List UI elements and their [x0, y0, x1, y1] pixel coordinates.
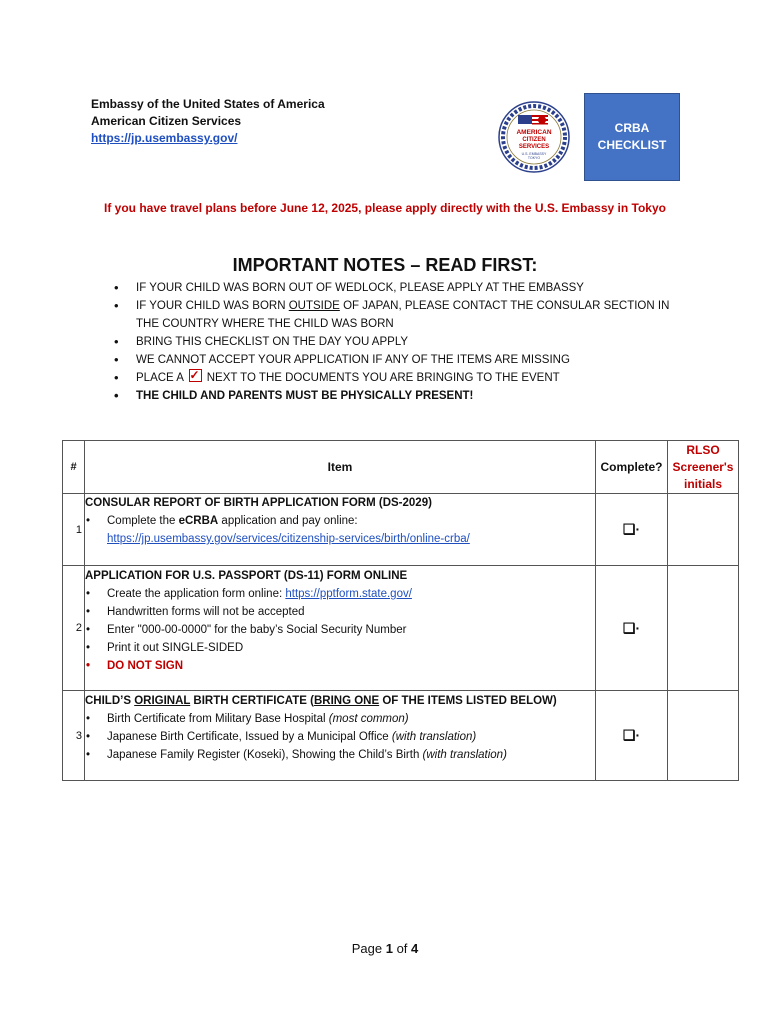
acs-seal-logo: [498, 101, 570, 173]
notes-title: IMPORTANT NOTES – READ FIRST:: [232, 255, 538, 275]
row-bullets: [85, 710, 595, 764]
note-item: • PLACE A ✓ NEXT TO THE DOCUMENTS YOU ARE BRINGING TO THE EVENT: [112, 369, 672, 387]
table-row: [63, 691, 739, 781]
col-header-item: Item: [85, 441, 596, 494]
complete-checkbox[interactable]: ❑·: [596, 566, 668, 691]
note-item: • THE CHILD AND PARENTS MUST BE PHYSICALLY PRESENT!: [112, 387, 672, 405]
list-item: • Handwritten forms will not be accepted: [85, 603, 595, 621]
screener-initials-cell[interactable]: [668, 494, 739, 566]
crba-box-line2: CHECKLIST: [597, 138, 667, 152]
note-item: • IF YOUR CHILD WAS BORN OUTSIDE OF JAPAN, PLEASE CONTACT THE CONSULAR SECTION IN THE COUNTRY WHERE THE CHILD WAS BORN: [112, 297, 672, 333]
table-row: [63, 566, 739, 691]
row-title: APPLICATION FOR U.S. PASSPORT (DS-11) FORM ONLINE: [85, 570, 408, 582]
ecrba-link[interactable]: https://jp.usembassy.gov/services/citizenship-services/birth/online-crba/: [107, 533, 470, 545]
row-bullets: [85, 512, 595, 548]
checklist-table: [62, 440, 739, 781]
pptform-link[interactable]: https://pptform.state.gov/: [285, 588, 412, 600]
checkmark-box-icon: [189, 369, 202, 382]
page-footer: Page 1 of 4: [351, 941, 419, 956]
embassy-name: Embassy of the United States of America: [91, 97, 325, 111]
travel-warning: If you have travel plans before June 12, 2025, please apply directly with the U.S. Embassy in Tokyo: [104, 201, 666, 215]
embassy-link[interactable]: https://jp.usembassy.gov/: [91, 131, 238, 145]
list-item: • Birth Certificate from Military Base Hospital (most common): [85, 710, 595, 728]
list-item: • Complete the eCRBA application and pay online: https://jp.usembassy.gov/services/citizenship-services/birth/online-crba/: [85, 512, 595, 548]
list-item: • Enter "000-00-0000" for the baby’s Social Security Number: [85, 621, 595, 639]
service-name: American Citizen Services: [91, 114, 242, 128]
svg-text:CITIZEN: CITIZEN: [522, 137, 546, 143]
svg-text:SERVICES: SERVICES: [518, 144, 550, 150]
screener-initials-cell[interactable]: [668, 691, 739, 781]
svg-text:TOKYO: TOKYO: [527, 156, 541, 160]
crba-checklist-box: [584, 93, 680, 181]
svg-text:AMERICAN: AMERICAN: [516, 129, 552, 136]
crba-box-line1: CRBA: [614, 121, 650, 135]
row-number: 3: [63, 691, 85, 781]
list-item: • DO NOT SIGN: [85, 657, 595, 675]
total-pages: 4: [411, 941, 419, 956]
row-number: 2: [63, 566, 85, 691]
note-item: • WE CANNOT ACCEPT YOUR APPLICATION IF ANY OF THE ITEMS ARE MISSING: [112, 351, 672, 369]
list-item: • Japanese Family Register (Koseki), Showing the Child’s Birth (with translation): [85, 746, 595, 764]
embassy-header: [91, 96, 325, 147]
svg-text:U.S. EMBASSY: U.S. EMBASSY: [521, 152, 547, 156]
row-item: [85, 566, 596, 691]
row-number: 1: [63, 494, 85, 566]
table-header-row: [63, 441, 739, 494]
col-header-rlso: RLSO Screener's initials: [668, 441, 739, 494]
complete-checkbox[interactable]: ❑·: [596, 691, 668, 781]
row-bullets: [85, 585, 595, 675]
list-item: • Print it out SINGLE-SIDED: [85, 639, 595, 657]
list-item: • Create the application form online: https://pptform.state.gov/: [85, 585, 595, 603]
note-item: • BRING THIS CHECKLIST ON THE DAY YOU APPLY: [112, 333, 672, 351]
complete-checkbox[interactable]: ❑·: [596, 494, 668, 566]
row-item: [85, 494, 596, 566]
row-item: [85, 691, 596, 781]
table-row: [63, 494, 739, 566]
row-title: CONSULAR REPORT OF BIRTH APPLICATION FORM (DS-2029): [85, 497, 432, 509]
notes-list: [112, 279, 672, 405]
row-title: CHILD’S ORIGINAL BIRTH CERTIFICATE (BRING ONE OF THE ITEMS LISTED BELOW): [85, 695, 557, 707]
list-item: • Japanese Birth Certificate, Issued by a Municipal Office (with translation): [85, 728, 595, 746]
col-header-complete: Complete?: [596, 441, 668, 494]
screener-initials-cell[interactable]: [668, 566, 739, 691]
note-item: • IF YOUR CHILD WAS BORN OUT OF WEDLOCK, PLEASE APPLY AT THE EMBASSY: [112, 279, 672, 297]
col-header-number: #: [63, 441, 85, 494]
current-page: 1: [385, 941, 393, 956]
